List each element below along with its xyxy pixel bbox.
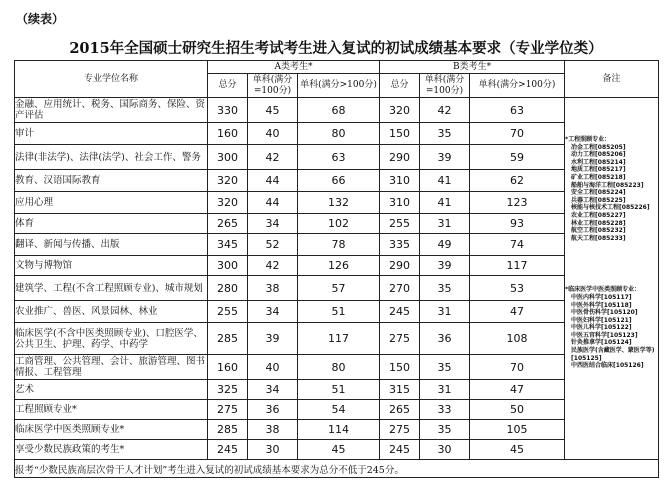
a-s100-cell: 39: [248, 323, 298, 355]
b-s100-cell: 36: [420, 323, 470, 355]
remark-item: 中医儿科学[105122]: [571, 324, 632, 332]
degree-name-cell: 应用心理: [15, 192, 208, 214]
b-s100-cell: 42: [420, 98, 470, 123]
a-sgt-cell: 117: [298, 323, 380, 355]
header-a-total: 总分: [208, 74, 248, 98]
header-degree-name: 专业学位名称: [15, 61, 208, 98]
table-row: [15, 380, 659, 400]
a-sgt-cell: 66: [298, 170, 380, 192]
b-s100-cell: 39: [420, 145, 470, 170]
b-total-cell: 255: [380, 214, 420, 234]
b-s100-cell: 35: [420, 420, 470, 440]
degree-name-cell: 艺术: [15, 380, 208, 400]
header-b-total: 总分: [380, 74, 420, 98]
a-total-cell: 285: [208, 420, 248, 440]
remark-item: 航天工程[085233]: [571, 234, 626, 242]
page-title: 2015年全国硕士研究生招生考试考生进入复试的初试成绩基本要求（专业学位类）: [69, 40, 603, 57]
a-sgt-cell: 63: [298, 145, 380, 170]
table-row: [15, 440, 659, 460]
b-s100-cell: 41: [420, 192, 470, 214]
table-row: [15, 400, 659, 420]
b-total-cell: 150: [380, 123, 420, 145]
a-sgt-cell: 51: [298, 380, 380, 400]
b-total-cell: 270: [380, 276, 420, 301]
a-s100-cell: 38: [248, 420, 298, 440]
b-total-cell: 310: [380, 192, 420, 214]
a-sgt-cell: 80: [298, 123, 380, 145]
a-s100-cell: 44: [248, 170, 298, 192]
degree-name-cell: 教育、汉语国际教育: [15, 170, 208, 192]
a-sgt-cell: 51: [298, 301, 380, 323]
b-total-cell: 150: [380, 355, 420, 380]
b-s100-cell: 31: [420, 214, 470, 234]
remark-item: 冶金工程[085205]: [571, 143, 626, 151]
a-sgt-cell: 54: [298, 400, 380, 420]
b-sgt-cell: 47: [470, 380, 565, 400]
remark-item: 中医妇科学[105121]: [571, 316, 632, 324]
remark-item: 农业工程[085227]: [571, 211, 626, 219]
a-total-cell: 275: [208, 400, 248, 420]
header-category-b: B类考生*: [380, 61, 565, 74]
b-sgt-cell: 62: [470, 170, 565, 192]
degree-name-cell: 法律(非法学)、法律(法学)、社会工作、警务: [15, 145, 208, 170]
degree-name-cell: 临床医学(不含中医类照顾专业)、口腔医学、公共卫生、护理、药学、中药学: [15, 323, 208, 355]
a-sgt-cell: 68: [298, 98, 380, 123]
b-sgt-cell: 123: [470, 192, 565, 214]
engineering-remarks: [565, 98, 658, 242]
remark-item: 针灸推拿学[105124]: [571, 339, 632, 347]
a-total-cell: 160: [208, 123, 248, 145]
b-sgt-cell: 74: [470, 234, 565, 256]
b-total-cell: 320: [380, 98, 420, 123]
a-sgt-cell: 114: [298, 420, 380, 440]
remark-item: 水利工程[085214]: [571, 158, 626, 166]
b-sgt-cell: 50: [470, 400, 565, 420]
table-row: [15, 170, 659, 192]
degree-name-cell: 翻译、新闻与传播、出版: [15, 234, 208, 256]
score-table: [14, 60, 659, 478]
header-remarks: 备注: [565, 61, 659, 98]
remark-item: 民族医学(含藏医学、蒙医学等)[105125]: [571, 347, 655, 362]
footer-row: [15, 460, 659, 478]
table-row: [15, 214, 659, 234]
remark-item: 船舶与海洋工程[085223]: [571, 181, 644, 189]
engineering-remarks-title: *工程照顾专业：: [565, 136, 611, 143]
degree-name-cell: 临床医学中医类照顾专业*: [15, 420, 208, 440]
degree-name-cell: 建筑学、工程(不含工程照顾专业)、城市规划: [15, 276, 208, 301]
continued-label: （续表）: [16, 12, 65, 26]
b-total-cell: 315: [380, 380, 420, 400]
a-sgt-cell: 57: [298, 276, 380, 301]
b-s100-cell: 35: [420, 276, 470, 301]
a-total-cell: 320: [208, 192, 248, 214]
b-sgt-cell: 59: [470, 145, 565, 170]
tcm-remarks-title: *临床医学中医类照顾专业：: [565, 286, 641, 294]
a-total-cell: 245: [208, 440, 248, 460]
a-total-cell: 160: [208, 355, 248, 380]
a-sgt-cell: 80: [298, 355, 380, 380]
a-s100-cell: 34: [248, 380, 298, 400]
header-a-single-100: 单科(满分=100分): [248, 74, 298, 98]
b-sgt-cell: 117: [470, 256, 565, 276]
a-total-cell: 255: [208, 301, 248, 323]
a-s100-cell: 42: [248, 256, 298, 276]
a-sgt-cell: 45: [298, 440, 380, 460]
degree-name-cell: 农业推广、兽医、风景园林、林业: [15, 301, 208, 323]
b-total-cell: 310: [380, 170, 420, 192]
table-row: [15, 192, 659, 214]
table-row: [15, 234, 659, 256]
remark-item: 中医外科学[105118]: [571, 301, 632, 309]
degree-name-cell: 工程照顾专业*: [15, 400, 208, 420]
b-s100-cell: 31: [420, 380, 470, 400]
b-s100-cell: 41: [420, 170, 470, 192]
a-s100-cell: 44: [248, 192, 298, 214]
table-row: [15, 355, 659, 380]
degree-name-cell: 文物与博物馆: [15, 256, 208, 276]
b-sgt-cell: 70: [470, 355, 565, 380]
a-s100-cell: 34: [248, 214, 298, 234]
a-s100-cell: 45: [248, 98, 298, 123]
a-s100-cell: 42: [248, 145, 298, 170]
table-row: [15, 420, 659, 440]
b-total-cell: 265: [380, 400, 420, 420]
a-total-cell: 330: [208, 98, 248, 123]
b-sgt-cell: 105: [470, 420, 565, 440]
a-s100-cell: 40: [248, 123, 298, 145]
a-s100-cell: 30: [248, 440, 298, 460]
table-row: [15, 256, 659, 276]
degree-name-cell: 审计: [15, 123, 208, 145]
degree-name-cell: 金融、应用统计、税务、国际商务、保险、资产评估: [15, 98, 208, 123]
a-total-cell: 320: [208, 170, 248, 192]
a-total-cell: 280: [208, 276, 248, 301]
remark-item: 中西医结合临床[105126]: [571, 362, 644, 370]
b-total-cell: 275: [380, 420, 420, 440]
remark-item: 动力工程[085206]: [571, 151, 626, 159]
footer-note: 报考“少数民族高层次骨干人才计划”考生进入复试的初试成绩基本要求为总分不低于245分。: [15, 460, 659, 478]
b-s100-cell: 49: [420, 234, 470, 256]
a-sgt-cell: 78: [298, 234, 380, 256]
b-sgt-cell: 45: [470, 440, 565, 460]
header-b-single-over-100: 单科(满分>100分): [470, 74, 565, 98]
remark-item: 中医五官科学[105123]: [571, 331, 638, 339]
remark-item: 中医骨伤科学[105120]: [571, 309, 638, 317]
degree-name-cell: 享受少数民族政策的考生*: [15, 440, 208, 460]
b-sgt-cell: 108: [470, 323, 565, 355]
degree-name-cell: 体育: [15, 214, 208, 234]
a-s100-cell: 40: [248, 355, 298, 380]
b-total-cell: 275: [380, 323, 420, 355]
b-total-cell: 245: [380, 301, 420, 323]
header-a-single-over-100: 单科(满分>100分): [298, 74, 380, 98]
tcm-remarks: [565, 242, 658, 370]
degree-name-cell: 工商管理、公共管理、会计、旅游管理、图书情报、工程管理: [15, 355, 208, 380]
b-sgt-cell: 93: [470, 214, 565, 234]
header-category-a: A类考生*: [208, 61, 380, 74]
table-row: [15, 123, 659, 145]
b-total-cell: 290: [380, 145, 420, 170]
table-row: [15, 98, 659, 123]
b-s100-cell: 35: [420, 355, 470, 380]
table-row: [15, 323, 659, 355]
a-total-cell: 265: [208, 214, 248, 234]
remark-item: 中医内科学[105117]: [571, 293, 632, 301]
a-total-cell: 300: [208, 256, 248, 276]
a-s100-cell: 52: [248, 234, 298, 256]
table-row: [15, 145, 659, 170]
a-total-cell: 285: [208, 323, 248, 355]
b-total-cell: 335: [380, 234, 420, 256]
remark-item: 航空工程[085232]: [571, 227, 626, 235]
b-total-cell: 290: [380, 256, 420, 276]
b-s100-cell: 31: [420, 301, 470, 323]
a-s100-cell: 36: [248, 400, 298, 420]
remark-item: 矿业工程[085218]: [571, 173, 626, 181]
b-s100-cell: 35: [420, 123, 470, 145]
b-sgt-cell: 63: [470, 98, 565, 123]
remark-item: 安全工程[085224]: [571, 189, 626, 197]
a-s100-cell: 38: [248, 276, 298, 301]
a-total-cell: 300: [208, 145, 248, 170]
remark-item: 林业工程[085228]: [571, 219, 626, 227]
b-sgt-cell: 47: [470, 301, 565, 323]
b-s100-cell: 39: [420, 256, 470, 276]
b-sgt-cell: 53: [470, 276, 565, 301]
a-sgt-cell: 102: [298, 214, 380, 234]
header-b-single-100: 单科(满分=100分): [420, 74, 470, 98]
remark-item: 地质工程[085217]: [571, 166, 626, 174]
table-row: [15, 301, 659, 323]
b-s100-cell: 30: [420, 440, 470, 460]
a-sgt-cell: 132: [298, 192, 380, 214]
table-row: [15, 276, 659, 301]
remarks-cell: [565, 98, 659, 460]
a-s100-cell: 34: [248, 301, 298, 323]
a-sgt-cell: 126: [298, 256, 380, 276]
a-total-cell: 345: [208, 234, 248, 256]
remark-item: 兵器工程[085225]: [571, 196, 626, 204]
b-s100-cell: 33: [420, 400, 470, 420]
remark-item: 核能与核技术工程[085226]: [571, 204, 650, 212]
b-total-cell: 245: [380, 440, 420, 460]
a-total-cell: 325: [208, 380, 248, 400]
b-sgt-cell: 70: [470, 123, 565, 145]
